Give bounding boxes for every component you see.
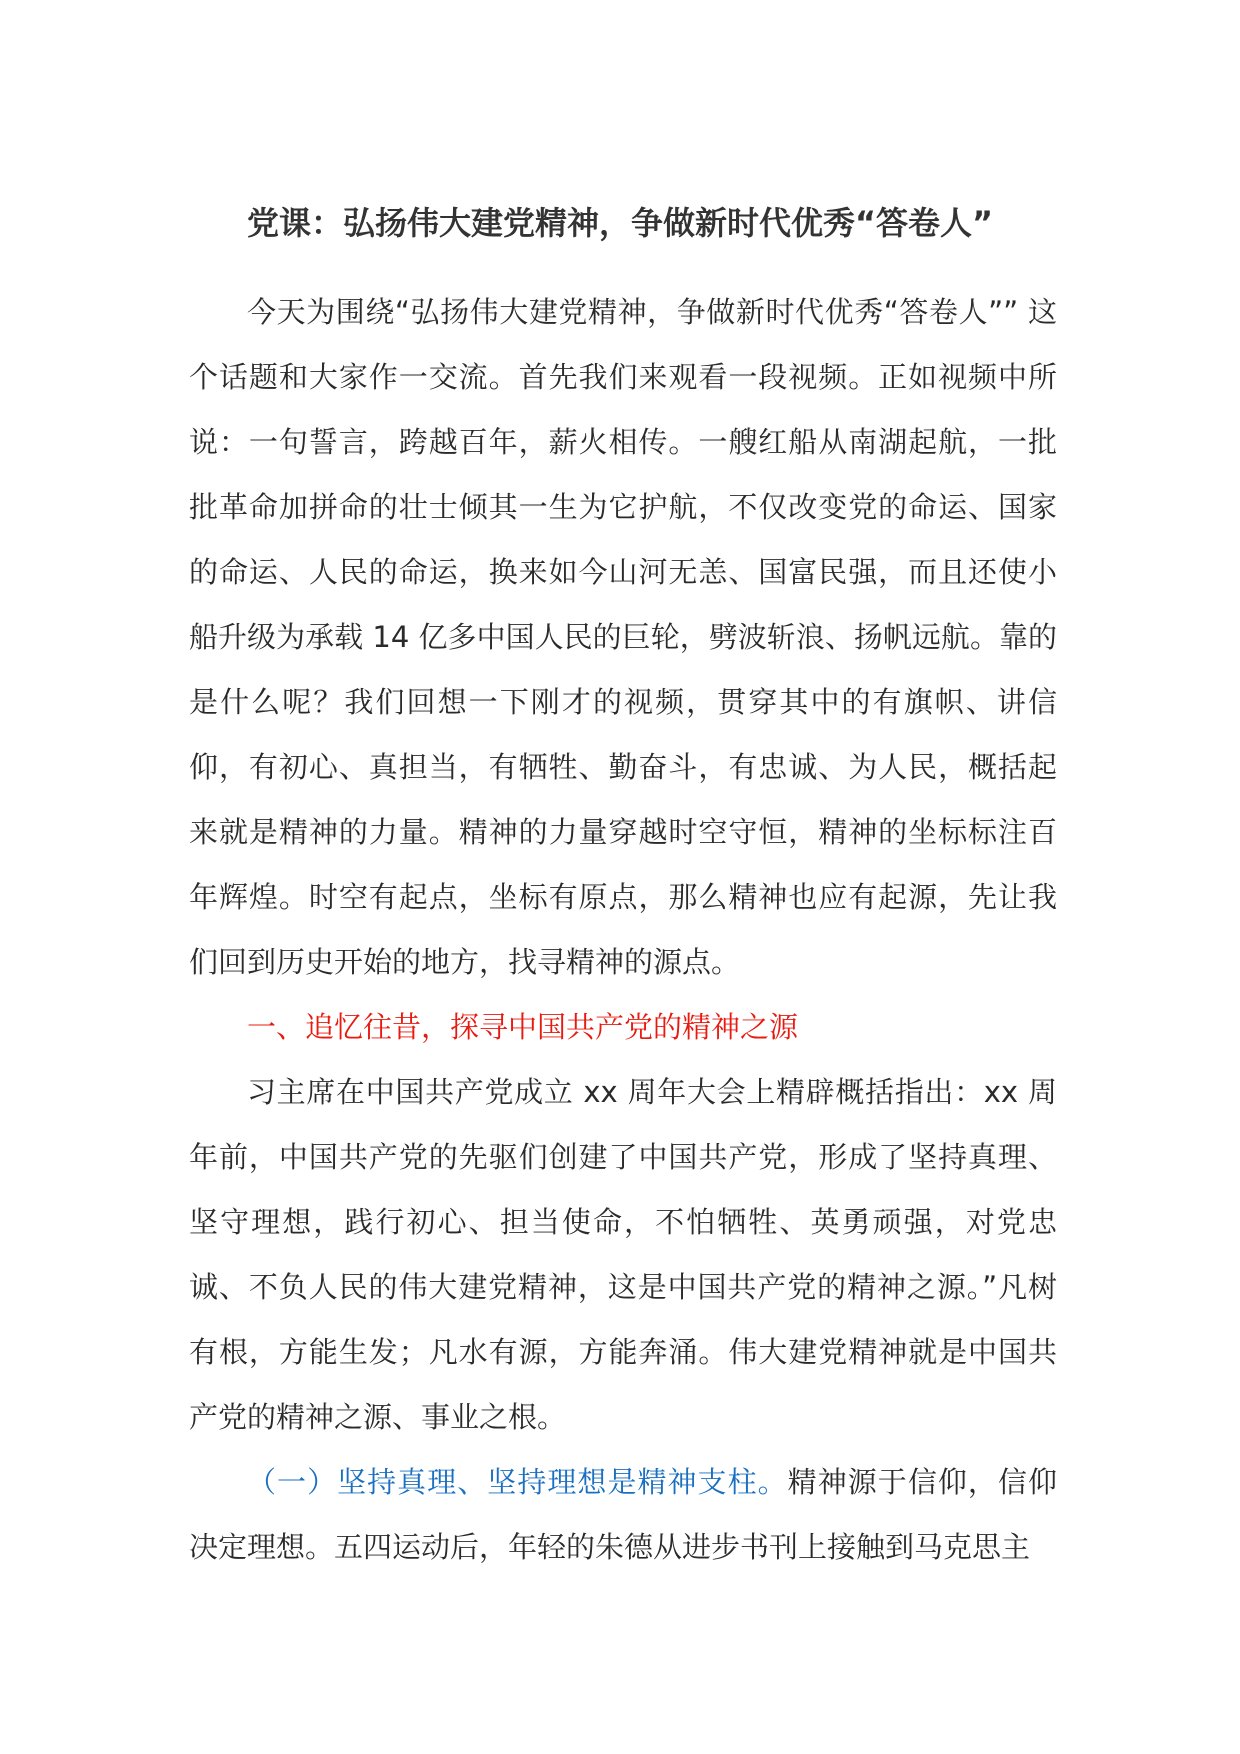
document-title: 党课：弘扬伟大建党精神，争做新时代优秀“答卷人” [246,204,994,242]
intro-paragraph: 今天为围绕“弘扬伟大建党精神，争做新时代优秀“答卷人”” 这个话题和大家作一交流。首先我们来观看一段视频。正如视频中所说：一句誓言，跨越百年，薪火相传。一艘红船从南湖起航，一批批革命加拼命的壮士倾其一生为它护航，不仅改变党的命运、国家的命运、人民的命运，换来如今山河无恙、国富民强，而且还使小船升级为承载 14 亿多中国人民的巨轮，劈波斩浪、扬帆远航。靠的是什么呢？我们回想一下刚才的视频，贯穿其中的有旗帜、讲信仰，有初心、真担当，有牺牲、勤奋斗，有忠诚、为人民，概括起来就是精神的力量。精神的力量穿越时空守恒，精神的坐标标注百年辉煌。时空有起点，坐标有原点，那么精神也应有起源，先让我们回到历史开始的地方，找寻精神的源点。 [189,295,1057,979]
section-heading: 一、追忆往昔，探寻中国共产党的精神之源 [247,1010,799,1044]
subsection-text: 精神源于信仰，信仰决定理想。五四运动后，年轻的朱德从进步书刊上接触到马克思主 [189,1465,1057,1564]
subsection-lead: （一）坚持真理、坚持理想是精神支柱。 [247,1465,788,1499]
document-body [189,280,1057,1580]
subsection-paragraph [189,1450,1057,1580]
section-paragraph: 习主席在中国共产党成立 xx 周年大会上精辟概括指出：xx 周年前，中国共产党的先驱们创建了中国共产党，形成了坚持真理、坚守理想，践行初心、担当使命，不怕牺牲、英勇顽强，对党忠诚、不负人民的伟大建党精神，这是中国共产党的精神之源。”凡树有根，方能生发；凡水有源，方能奔涌。伟大建党精神就是中国共产党的精神之源、事业之根。 [189,1075,1057,1434]
